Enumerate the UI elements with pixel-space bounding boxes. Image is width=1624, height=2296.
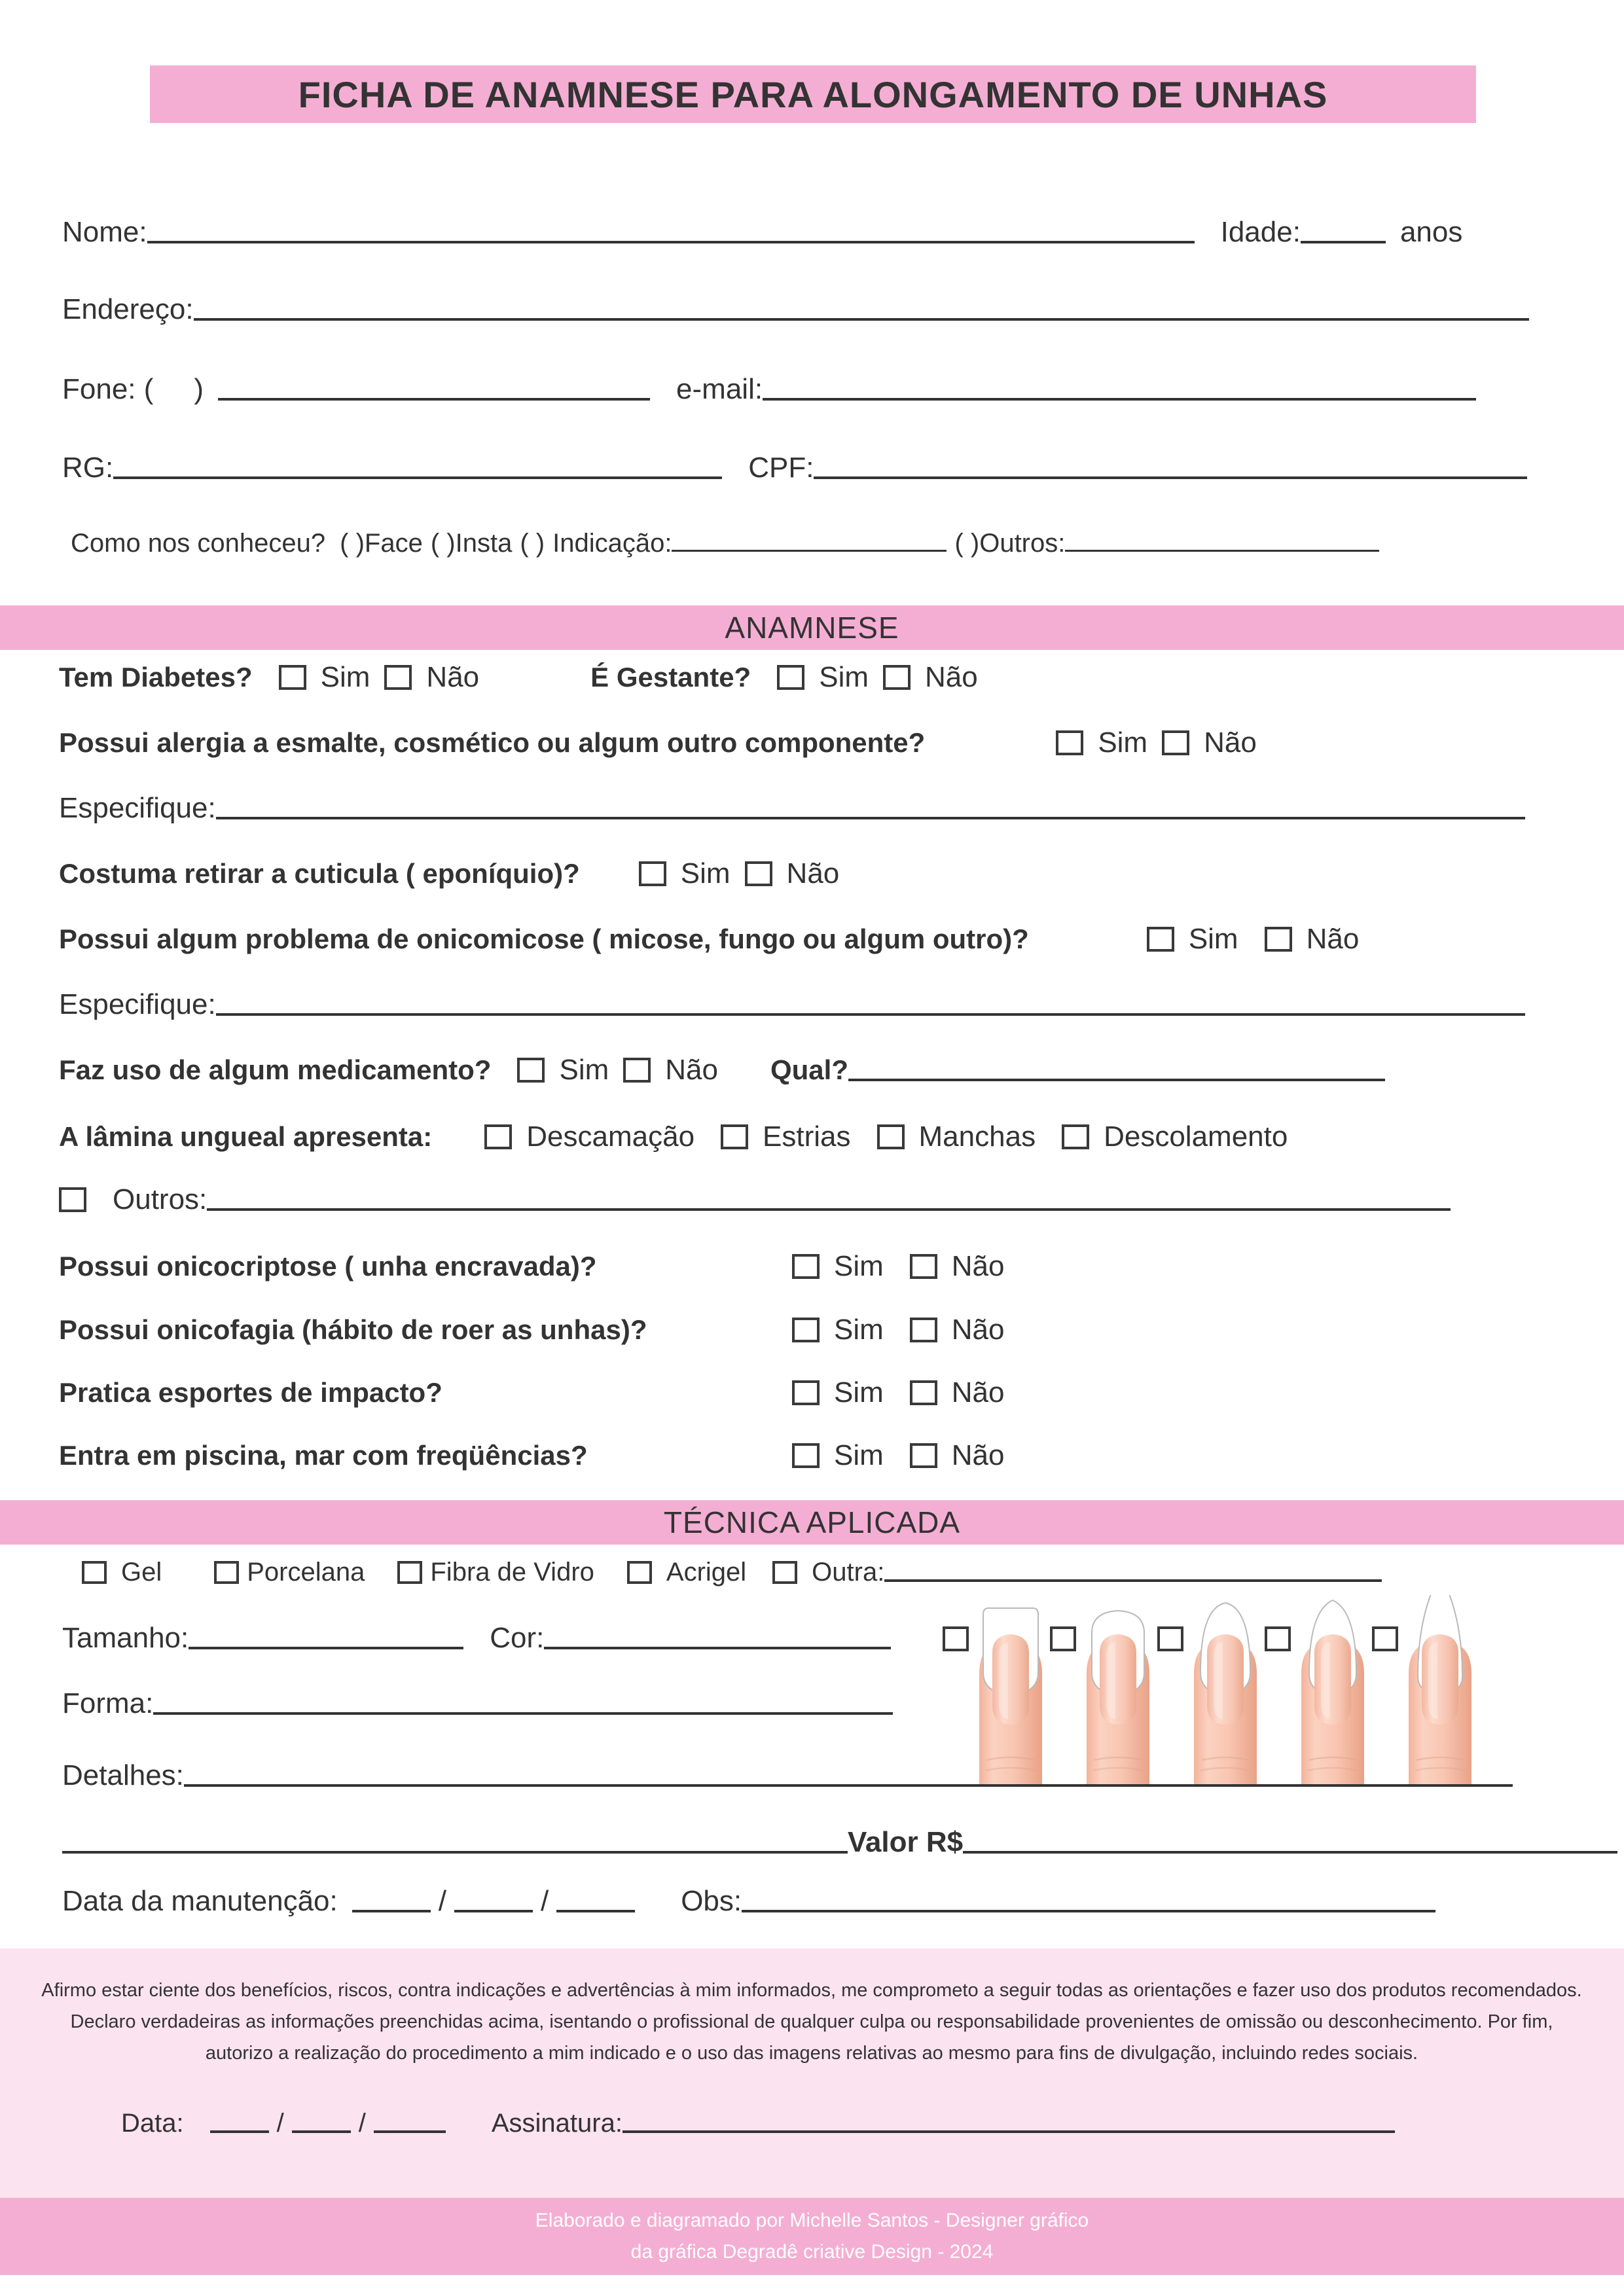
diabetes-sim-label: Sim [320, 661, 370, 693]
lamina-manchas-label: Manchas [918, 1121, 1036, 1153]
opt-indicacao-checkbox[interactable]: ( ) [520, 529, 545, 558]
medicamento-nao-label: Não [665, 1054, 718, 1086]
alergia-question-label: Possui alergia a esmalte, cosmético ou algum outro componente? [59, 727, 926, 758]
cpf-input-line[interactable] [814, 476, 1527, 479]
section-band-anamnese [0, 605, 1624, 650]
opt-insta-checkbox[interactable]: ( ) [430, 529, 456, 558]
opt-face-label: Face [364, 529, 423, 558]
onicofagia-nao-checkbox[interactable] [910, 1318, 937, 1342]
idade-unit-label: anos [1399, 216, 1463, 248]
field-row-tamanho-cor [62, 1622, 891, 1655]
assinatura-label: Assinatura: [491, 2109, 623, 2138]
nail-shape-square-checkbox[interactable] [943, 1626, 969, 1651]
valor-input-line[interactable] [963, 1851, 1617, 1854]
medicamento-question-label: Faz uso de algum medicamento? [59, 1054, 492, 1085]
consent-month-input-line[interactable] [292, 2130, 351, 2133]
endereco-label: Endereço: [62, 293, 194, 325]
onicofagia-question-label: Possui onicofagia (hábito de roer as unhas)? [59, 1314, 647, 1345]
alergia-sim-checkbox[interactable] [1056, 730, 1083, 755]
field-row-lamina-outros [59, 1183, 1451, 1216]
nail-shape-almond-illustration [1292, 1595, 1374, 1785]
email-input-line[interactable] [763, 398, 1476, 401]
tecnica-outra-input-line[interactable] [884, 1579, 1382, 1582]
esportes-nao-label: Não [951, 1376, 1005, 1408]
nail-shape-oval-checkbox[interactable] [1157, 1626, 1183, 1651]
diabetes-sim-checkbox[interactable] [279, 665, 306, 690]
question-row-medicamento [59, 1054, 1385, 1086]
alergia-sim-label: Sim [1098, 726, 1148, 759]
lamina-outros-input-line[interactable] [207, 1208, 1451, 1211]
piscina-sim-checkbox[interactable] [792, 1443, 820, 1468]
consent-date-sep-1: / [276, 2109, 284, 2138]
especifique-alergia-label: Especifique: [59, 792, 216, 824]
cpf-label: CPF: [748, 452, 814, 484]
tamanho-label: Tamanho: [62, 1622, 189, 1654]
gestante-nao-label: Não [925, 661, 978, 693]
tecnica-porcelana-label: Porcelana [247, 1558, 365, 1587]
page-title: FICHA DE ANAMNESE PARA ALONGAMENTO DE UNHAS [298, 73, 1328, 115]
manutencao-date-sep-1: / [438, 1885, 446, 1917]
qual-input-line[interactable] [848, 1079, 1385, 1081]
document-title-bar [150, 65, 1476, 123]
tecnica-outra-label: Outra: [812, 1558, 885, 1587]
onicomicose-sim-label: Sim [1188, 923, 1238, 955]
obs-input-line[interactable] [742, 1910, 1435, 1912]
rg-input-line[interactable] [113, 476, 722, 479]
question-row-onicofagia [59, 1314, 1005, 1346]
tecnica-gel-label: Gel [121, 1558, 162, 1587]
gestante-nao-checkbox[interactable] [883, 665, 911, 690]
fone-label: Fone: ( [62, 373, 154, 405]
como-conheceu-label: Como nos conheceu? [71, 529, 326, 558]
section-title-anamnese: ANAMNESE [725, 611, 899, 645]
question-row-esportes [59, 1376, 1005, 1409]
forma-input-line[interactable] [153, 1712, 893, 1715]
cuticula-sim-checkbox[interactable] [639, 861, 666, 886]
footer-line-1: Elaborado e diagramado por Michelle Santos - Designer gráfico [535, 2210, 1089, 2231]
nail-shape-squoval-illustration [1077, 1595, 1159, 1785]
opt-outros-checkbox[interactable]: ( ) [954, 529, 980, 558]
fone-input-line[interactable] [218, 398, 650, 401]
nail-shape-squoval-checkbox[interactable] [1050, 1626, 1076, 1651]
manutencao-year-input-line[interactable] [556, 1910, 635, 1912]
question-row-onicocriptose [59, 1250, 1005, 1283]
manutencao-month-input-line[interactable] [454, 1910, 533, 1912]
onicomicose-nao-label: Não [1306, 923, 1360, 955]
manutencao-day-input-line[interactable] [352, 1910, 431, 1912]
onicofagia-sim-checkbox[interactable] [792, 1318, 820, 1342]
qual-label: Qual? [770, 1054, 848, 1085]
consent-year-input-line[interactable] [374, 2130, 446, 2133]
idade-input-line[interactable] [1301, 241, 1386, 243]
esportes-sim-checkbox[interactable] [792, 1380, 820, 1405]
especifique-alergia-input-line[interactable] [216, 817, 1525, 819]
piscina-sim-label: Sim [834, 1439, 884, 1471]
onicomicose-question-label: Possui algum problema de onicomicose ( micose, fungo ou algum outro)? [59, 924, 1029, 954]
endereco-input-line[interactable] [194, 318, 1529, 321]
forma-label: Forma: [62, 1687, 154, 1719]
nail-shape-stiletto-checkbox[interactable] [1372, 1626, 1398, 1651]
nail-shape-almond-checkbox[interactable] [1265, 1626, 1291, 1651]
opt-indicacao-label: Indicação: [552, 529, 672, 558]
onicocriptose-question-label: Possui onicocriptose ( unha encravada)? [59, 1251, 597, 1282]
lamina-descolamento-label: Descolamento [1104, 1121, 1288, 1153]
cor-label: Cor: [490, 1622, 545, 1654]
lamina-outros-label: Outros: [113, 1183, 208, 1215]
medicamento-sim-label: Sim [559, 1054, 609, 1086]
question-row-cuticula [59, 857, 839, 890]
tecnica-fibra-checkbox[interactable] [397, 1561, 422, 1584]
field-row-nome [62, 216, 1581, 249]
especifique-onicomicose-input-line[interactable] [216, 1013, 1525, 1016]
lamina-descamacao-checkbox[interactable] [484, 1124, 512, 1149]
nome-label: Nome: [62, 216, 147, 248]
section-band-tecnica [0, 1500, 1624, 1545]
detalhes-continuation-line[interactable] [62, 1851, 848, 1854]
nail-shape-selector [943, 1595, 1479, 1785]
field-row-manutencao-obs [62, 1885, 1435, 1918]
opt-outros-label: Outros: [979, 529, 1066, 558]
field-row-rg-cpf [62, 452, 1581, 484]
diabetes-question-label: Tem Diabetes? [59, 662, 253, 692]
obs-label: Obs: [681, 1885, 742, 1917]
lamina-estrias-label: Estrias [763, 1121, 851, 1153]
manutencao-date-sep-2: / [540, 1885, 549, 1917]
outros-conheceu-input-line[interactable] [1065, 550, 1379, 552]
data-manutencao-label: Data da manutenção: [62, 1885, 338, 1917]
field-row-fone-email [62, 373, 1581, 406]
consent-block [0, 1948, 1624, 2227]
piscina-nao-checkbox[interactable] [910, 1443, 937, 1468]
idade-label: Idade: [1220, 216, 1301, 248]
section-title-tecnica: TÉCNICA APLICADA [663, 1505, 961, 1539]
gestante-sim-checkbox[interactable] [777, 665, 804, 690]
alergia-nao-label: Não [1204, 726, 1257, 759]
onicomicose-nao-checkbox[interactable] [1265, 927, 1292, 952]
cor-input-line[interactable] [544, 1647, 891, 1649]
medicamento-sim-checkbox[interactable] [517, 1058, 545, 1083]
onicocriptose-nao-label: Não [951, 1250, 1005, 1282]
gestante-sim-label: Sim [819, 661, 869, 693]
onicofagia-nao-label: Não [951, 1314, 1005, 1346]
cuticula-nao-checkbox[interactable] [745, 861, 772, 886]
question-row-lamina-ungueal [59, 1121, 1288, 1153]
field-row-como-conheceu [71, 529, 1589, 558]
cuticula-question-label: Costuma retirar a cuticula ( eponíquio)? [59, 858, 580, 889]
field-row-especifique-onicomicose [59, 988, 1525, 1021]
field-row-detalhes [62, 1759, 1513, 1792]
consent-data-label: Data: [121, 2109, 184, 2138]
assinatura-input-line[interactable] [623, 2130, 1395, 2133]
lamina-manchas-checkbox[interactable] [877, 1124, 905, 1149]
onicocriptose-sim-checkbox[interactable] [792, 1254, 820, 1279]
lamina-descamacao-label: Descamação [526, 1121, 695, 1153]
lamina-estrias-checkbox[interactable] [721, 1124, 748, 1149]
tecnica-acrigel-checkbox[interactable] [627, 1561, 652, 1584]
nail-shape-stiletto-illustration [1399, 1595, 1481, 1785]
onicocriptose-sim-label: Sim [834, 1250, 884, 1282]
consent-date-sep-2: / [358, 2109, 366, 2138]
nail-shape-oval-illustration [1185, 1595, 1267, 1785]
cuticula-nao-label: Não [786, 857, 840, 889]
opt-face-checkbox[interactable]: ( ) [340, 529, 365, 558]
diabetes-nao-checkbox[interactable] [384, 665, 412, 690]
medicamento-nao-checkbox[interactable] [623, 1058, 651, 1083]
consent-day-input-line[interactable] [210, 2130, 269, 2133]
tamanho-input-line[interactable] [189, 1647, 463, 1649]
field-row-forma [62, 1687, 893, 1720]
lamina-ungueal-question-label: A lâmina ungueal apresenta: [59, 1121, 433, 1152]
field-row-valor [62, 1826, 1617, 1859]
valor-label: Valor R$ [848, 1826, 964, 1858]
tecnica-gel-checkbox[interactable] [82, 1561, 107, 1584]
nome-input-line[interactable] [147, 241, 1195, 243]
detalhes-label: Detalhes: [62, 1759, 184, 1791]
field-row-endereco [62, 293, 1581, 326]
indicacao-input-line[interactable] [672, 550, 947, 552]
esportes-sim-label: Sim [834, 1376, 884, 1408]
fone-paren-close: ) [194, 373, 204, 405]
email-label: e-mail: [676, 373, 763, 405]
detalhes-input-line[interactable] [184, 1784, 1513, 1787]
onicocriptose-nao-checkbox[interactable] [910, 1254, 937, 1279]
field-row-especifique-alergia [59, 792, 1525, 825]
consent-paragraph: Afirmo estar ciente dos benefícios, riscos, contra indicações e advertências à mim informados, me comprometo a seguir todas as orientações e fazer uso dos produtos recomendados. Declaro verdadeiras as informações preenchidas acima, isentando o profissional de qualquer culpa ou responsabilidade provenientes de omissão ou desconhecimento. Por fim, autorizo a realização do procedimento a mim indicado e o uso das imagens relativas ao mesmo para fins de divulgação, incluindo redes sociais. [41, 1980, 1582, 2064]
tecnica-outra-checkbox[interactable] [772, 1561, 797, 1584]
esportes-question-label: Pratica esportes de impacto? [59, 1377, 442, 1408]
consent-signature-row [121, 2109, 1395, 2138]
onicomicose-sim-checkbox[interactable] [1147, 927, 1174, 952]
lamina-descolamento-checkbox[interactable] [1062, 1124, 1089, 1149]
opt-insta-label: Insta [455, 529, 513, 558]
question-row-alergia [59, 726, 1257, 759]
tecnica-options-row [82, 1558, 1382, 1587]
piscina-nao-label: Não [951, 1439, 1005, 1471]
onicofagia-sim-label: Sim [834, 1314, 884, 1346]
especifique-onicomicose-label: Especifique: [59, 988, 216, 1020]
question-row-diabetes-gestante [59, 661, 978, 694]
tecnica-fibra-label: Fibra de Vidro [430, 1558, 594, 1587]
nail-shape-square-illustration [970, 1595, 1052, 1785]
page-footer [0, 2198, 1624, 2275]
esportes-nao-checkbox[interactable] [910, 1380, 937, 1405]
tecnica-porcelana-checkbox[interactable] [214, 1561, 239, 1584]
footer-line-2: da gráfica Degradê criative Design - 2024 [630, 2241, 994, 2263]
question-row-piscina [59, 1439, 1005, 1472]
question-row-onicomicose [59, 923, 1359, 956]
gestante-question-label: É Gestante? [590, 662, 751, 692]
rg-label: RG: [62, 452, 114, 484]
tecnica-acrigel-label: Acrigel [666, 1558, 747, 1587]
piscina-question-label: Entra em piscina, mar com freqüências? [59, 1440, 588, 1471]
lamina-outros-checkbox[interactable] [59, 1187, 86, 1212]
cuticula-sim-label: Sim [680, 857, 731, 889]
alergia-nao-checkbox[interactable] [1162, 730, 1189, 755]
diabetes-nao-label: Não [426, 661, 480, 693]
